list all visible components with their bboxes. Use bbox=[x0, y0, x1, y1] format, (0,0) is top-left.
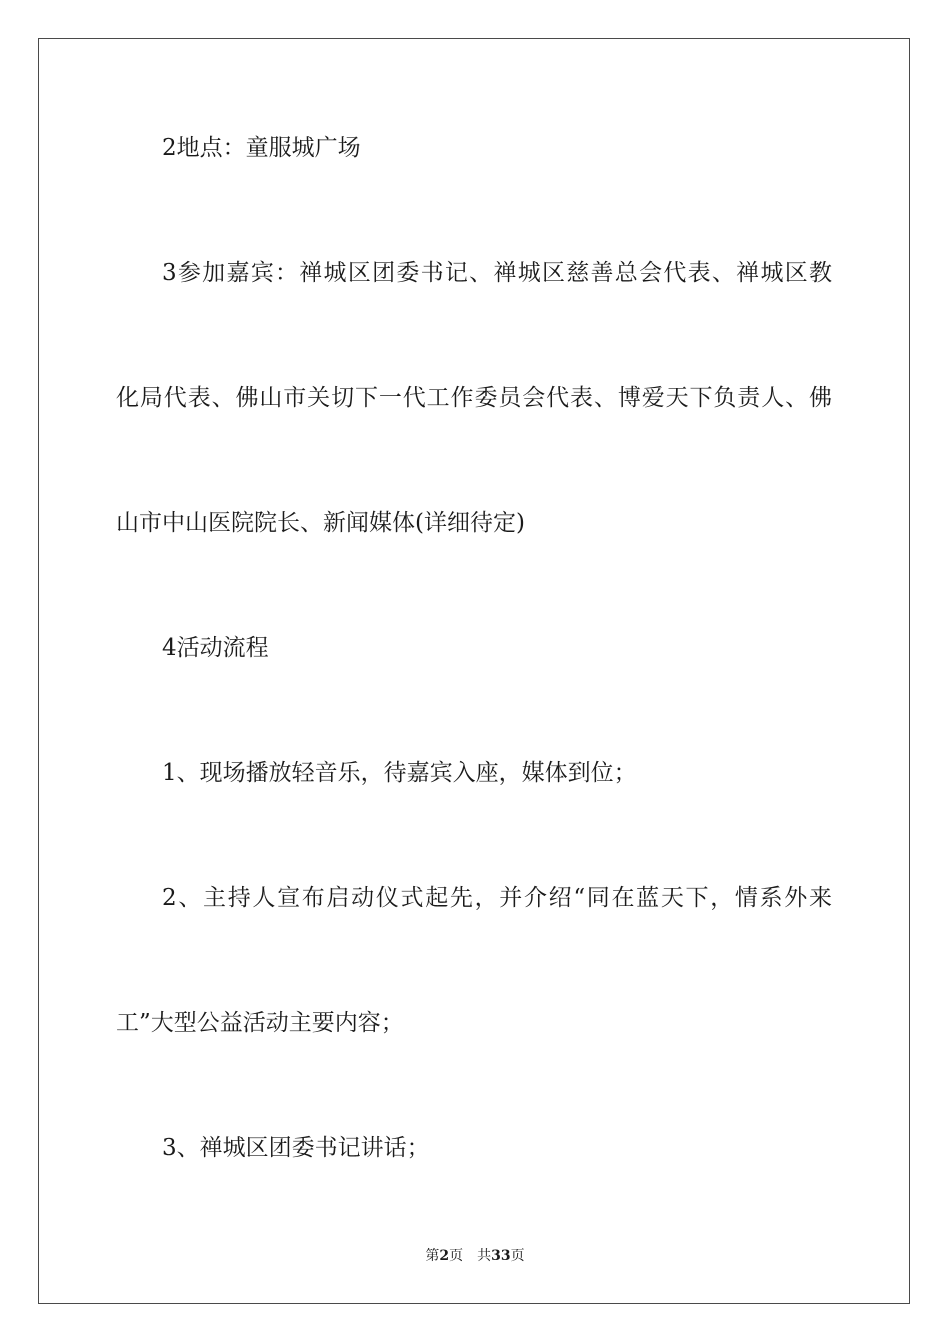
footer-page-number: 2 bbox=[439, 1248, 450, 1264]
footer-page-prefix: 第 bbox=[425, 1248, 440, 1264]
page-border bbox=[38, 38, 910, 1304]
list-item-1: 1、现场播放轻音乐，待嘉宾入座，媒体到位； bbox=[162, 760, 637, 786]
paragraph-guests-line-3: 山市中山医院院长、新闻媒体(详细待定) bbox=[116, 510, 525, 536]
footer-total-suffix: 页 bbox=[510, 1248, 525, 1264]
heading-activity-process: 4活动流程 bbox=[162, 635, 269, 661]
footer-page-suffix: 页 bbox=[449, 1248, 464, 1264]
paragraph-guests-line-2: 化局代表、佛山市关切下一代工作委员会代表、博爱天下负责人、佛 bbox=[116, 385, 832, 411]
list-item-2-line-2: 工”大型公益活动主要内容； bbox=[116, 1010, 404, 1036]
paragraph-guests-line-1: 3参加嘉宾：禅城区团委书记、禅城区慈善总会代表、禅城区教 bbox=[162, 260, 832, 286]
page-footer bbox=[0, 1246, 950, 1266]
list-item-3: 3、禅城区团委书记讲话； bbox=[162, 1135, 430, 1161]
footer-total-prefix: 共 bbox=[477, 1248, 492, 1264]
paragraph-location: 2地点：童服城广场 bbox=[162, 135, 361, 161]
footer-total-pages: 33 bbox=[491, 1248, 511, 1264]
list-item-2-line-1: 2、主持人宣布启动仪式起先，并介绍“同在蓝天下，情系外来 bbox=[162, 885, 832, 911]
